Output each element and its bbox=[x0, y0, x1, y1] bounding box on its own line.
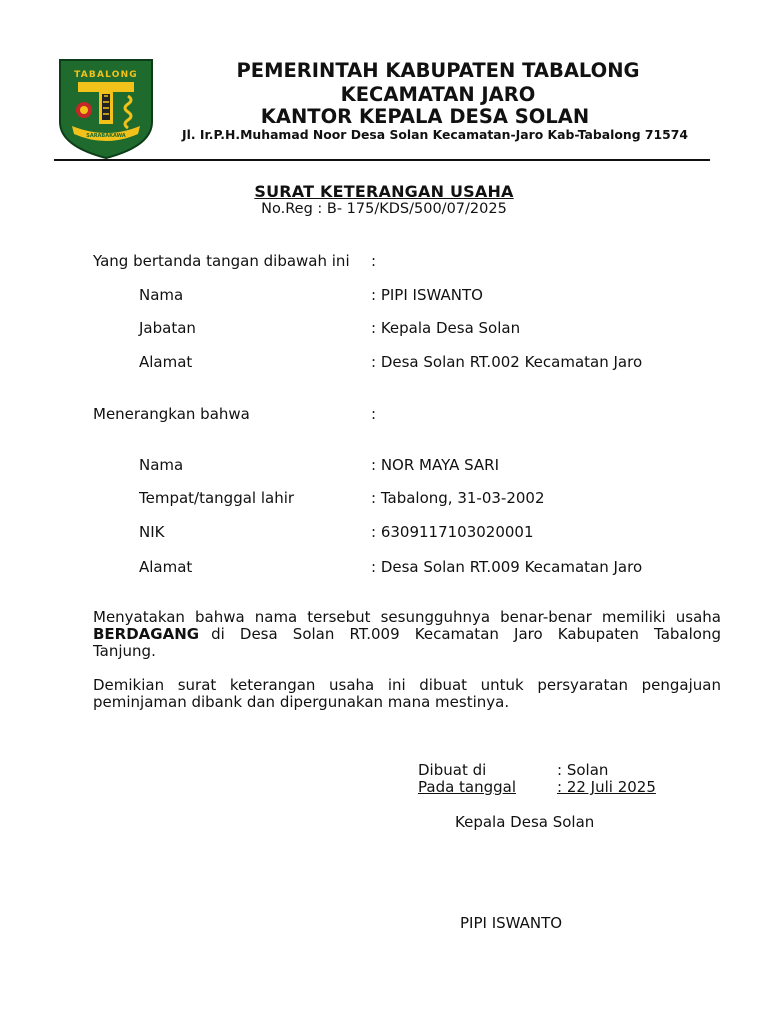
signer-position-label: Jabatan bbox=[139, 319, 196, 337]
statement-paragraph bbox=[93, 609, 721, 660]
signer-address-value: : Desa Solan RT.002 Kecamatan Jaro bbox=[371, 353, 643, 371]
signer-address-label: Alamat bbox=[139, 353, 193, 371]
tabalong-regency-emblem bbox=[58, 58, 154, 160]
document-title: SURAT KETERANGAN USAHA bbox=[254, 182, 514, 201]
subject-birth-label: Tempat/tanggal lahir bbox=[139, 489, 295, 507]
closing-line-2: peminjaman dibank dan dipergunakan mana mestinya. bbox=[93, 693, 510, 711]
signer-name-label: Nama bbox=[139, 286, 184, 304]
subject-nik-label: NIK bbox=[139, 523, 165, 541]
letterhead-office: KANTOR KEPALA DESA SOLAN bbox=[260, 105, 590, 128]
place-value: : Solan bbox=[557, 761, 609, 779]
letterhead-district: KECAMATAN JARO bbox=[340, 83, 536, 106]
subject-nik-value: : 6309117103020001 bbox=[371, 523, 534, 541]
letterhead-address: Jl. Ir.P.H.Muhamad Noor Desa Solan Kecamatan-Jaro Kab-Tabalong 71574 bbox=[181, 127, 689, 142]
logo-emblem-text: TABALONG bbox=[74, 70, 138, 80]
date-label-underline-gap bbox=[418, 778, 557, 795]
subject-address-value: : Desa Solan RT.009 Kecamatan Jaro bbox=[371, 558, 643, 576]
subject-address-label: Alamat bbox=[139, 558, 193, 576]
statement-line-3: Tanjung. bbox=[93, 642, 156, 660]
registration-number: No.Reg : B- 175/KDS/500/07/2025 bbox=[261, 201, 507, 217]
statement-line-1: Menyatakan bahwa nama tersebut sesungguhnya benar-benar memiliki usaha bbox=[93, 608, 721, 626]
logo-motto-text: SARABAKAWA bbox=[86, 133, 126, 139]
signer-position-value: : Kepala Desa Solan bbox=[371, 319, 521, 337]
subject-intro-colon: : bbox=[371, 405, 377, 423]
subject-name-label: Nama bbox=[139, 456, 184, 474]
subject-intro-label: Menerangkan bahwa bbox=[93, 405, 250, 423]
date-value: : 22 Juli 2025 bbox=[557, 778, 656, 796]
signer-intro-label: Yang bertanda tangan dibawah ini bbox=[93, 252, 350, 270]
letterhead-divider bbox=[54, 159, 710, 161]
letterhead-government: PEMERINTAH KABUPATEN TABALONG bbox=[236, 59, 640, 82]
statement-line-2-rest: di Desa Solan RT.009 Kecamatan Jaro Kabupaten Tabalong bbox=[211, 625, 721, 643]
signer-name: PIPI ISWANTO bbox=[460, 914, 563, 932]
closing-line-1: Demikian surat keterangan usaha ini dibuat untuk persyaratan pengajuan bbox=[93, 676, 721, 694]
subject-name-value: : NOR MAYA SARI bbox=[371, 456, 500, 474]
signer-name-value: : PIPI ISWANTO bbox=[371, 286, 483, 304]
date-label: Pada tanggal bbox=[418, 778, 517, 796]
signer-intro-colon: : bbox=[371, 252, 377, 270]
signer-position-title: Kepala Desa Solan bbox=[455, 813, 595, 831]
place-label: Dibuat di bbox=[418, 761, 487, 779]
business-type: BERDAGANG bbox=[93, 625, 200, 643]
closing-paragraph bbox=[93, 677, 721, 711]
statement-line-2 bbox=[93, 626, 721, 643]
subject-birth-value: : Tabalong, 31-03-2002 bbox=[371, 489, 545, 507]
